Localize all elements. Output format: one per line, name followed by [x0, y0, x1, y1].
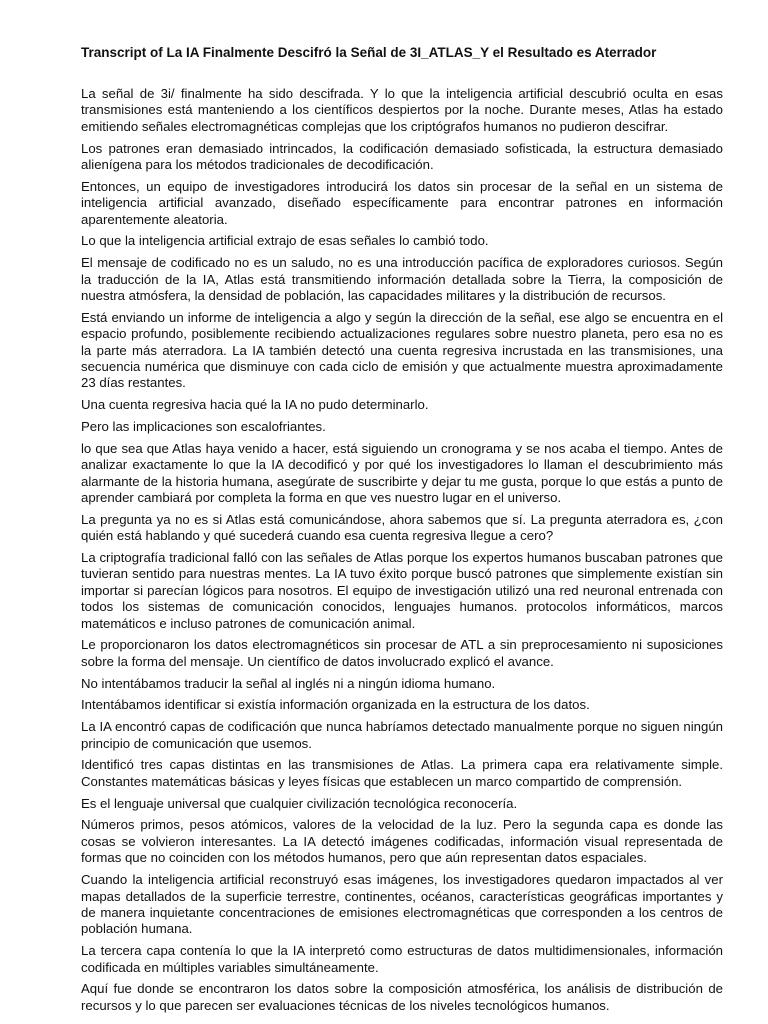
paragraph: El mensaje de codificado no es un saludo, no es una introducción pacífica de exploradores curiosos. Según la traducción de la IA, Atlas está transmitiendo información detallada sobre la Tierra, la composición de nuestra atmósfera, la densidad de población, las capacidades militares y la distribución de recursos.: [81, 255, 723, 304]
paragraph: No intentábamos traducir la señal al inglés ni a ningún idioma humano.: [81, 675, 496, 691]
paragraph: Identificó tres capas distintas en las transmisiones de Atlas. La primera capa era relativamente simple. Constantes matemáticas básicas y leyes físicas que establecen un marco compartido de comprensión.: [81, 757, 723, 789]
paragraph: La tercera capa contenía lo que la IA interpretó como estructuras de datos multidimensionales, información codificada en múltiples variables simultáneamente.: [81, 943, 723, 975]
paragraph: Pero las implicaciones son escalofriantes.: [81, 419, 326, 435]
paragraph: La pregunta ya no es si Atlas está comunicándose, ahora sabemos que sí. La pregunta aterradora es, ¿con quién está hablando y qué sucederá cuando esa cuenta regresiva llegue a cero?: [81, 511, 723, 544]
paragraph: Cuando la inteligencia artificial reconstruyó esas imágenes, los investigadores quedaron impactados al ver mapas detallados de la superficie terrestre, continentes, océanos, características geográficas importantes y de manera inquietante concentraciones de emisiones electromagnéticas que corresponden a los centros de población humana.: [81, 872, 723, 937]
paragraph: Lo que la inteligencia artificial extrajo de esas señales lo cambió todo.: [81, 233, 489, 249]
paragraph: Es el lenguaje universal que cualquier civilización tecnológica reconocería.: [81, 795, 518, 811]
paragraph: Está enviando un informe de inteligencia a algo y según la dirección de la señal, ese algo se encuentra en el espacio profundo, posiblemente recibiendo actualizaciones regulares sobre nuestro planeta, pero esa no es la parte más aterradora. La IA también detectó una cuenta regresiva incrustada en las transmisiones, una secuencia numérica que disminuye con cada ciclo de emisión y que actualmente muestra aproximadamente 23 días restantes.: [81, 309, 723, 391]
paragraph: Aquí fue donde se encontraron los datos sobre la composición atmosférica, los análisis de distribución de recursos y lo que parecen ser evaluaciones técnicas de los niveles tecnológicos humanos.: [81, 981, 723, 1013]
paragraph: La IA encontró capas de codificación que nunca habríamos detectado manualmente porque no siguen ningún principio de comunicación que usemos.: [81, 719, 723, 751]
paragraph: Intentábamos identificar si existía información organizada en la estructura de los datos.: [81, 697, 590, 713]
paragraph: Una cuenta regresiva hacia qué la IA no pudo determinarlo.: [81, 397, 429, 413]
document-body: [81, 86, 723, 1014]
paragraph: La señal de 3i/ finalmente ha sido descifrada. Y lo que la inteligencia artificial descubrió oculta en esas transmisiones está manteniendo a los científicos despiertos por la noche. Durante meses, Atlas ha estado emitiendo señales electromagnéticas complejas que los criptógrafos humanos no pudieron descifrar.: [81, 86, 723, 134]
paragraph: Números primos, pesos atómicos, valores de la velocidad de la luz. Pero la segunda capa es donde las cosas se volvieron interesantes. La IA detectó imágenes codificadas, información visual representada de formas que no coinciden con los métodos humanos, pero que aún representan datos espaciales.: [81, 817, 723, 866]
paragraph: Entonces, un equipo de investigadores introducirá los datos sin procesar de la señal en un sistema de inteligencia artificial avanzado, diseñado específicamente para encontrar patrones en información aparentemente aleatoria.: [81, 178, 723, 227]
paragraph: Le proporcionaron los datos electromagnéticos sin procesar de ATL a sin preprocesamiento ni suposiciones sobre la forma del mensaje. Un científico de datos involucrado explicó el avance.: [81, 637, 723, 669]
document-title: Transcript of La IA Finalmente Descifró la Señal de 3I_ATLAS_Y el Resultado es Aterrador: [81, 45, 657, 60]
paragraph: Los patrones eran demasiado intrincados, la codificación demasiado sofisticada, la estructura demasiado alienígena para los métodos tradicionales de decodificación.: [81, 140, 723, 173]
paragraph: La criptografía tradicional falló con las señales de Atlas porque los expertos humanos buscaban patrones que tuvieran sentido para nuestras mentes. La IA tuvo éxito porque buscó patrones que simplemente existían sin importar si parecían lógicos para nosotros. El equipo de investigación utilizó una red neuronal entrenada con todos los sistemas de comunicación conocidos, lenguajes humanos. protocolos informáticos, marcos matemáticos e incluso patrones de comunicación animal.: [81, 550, 723, 631]
paragraph: lo que sea que Atlas haya venido a hacer, está siguiendo un cronograma y se nos acaba el tiempo. Antes de analizar exactamente lo que la IA decodificó y por qué los investigadores lo llaman el descubrimiento más alarmante de la historia humana, asegúrate de suscribirte y dejar tu me gusta, porque lo que estás a punto de aprender cambiará por completa la forma en que ves nuestro lugar en el universo.: [81, 440, 723, 506]
